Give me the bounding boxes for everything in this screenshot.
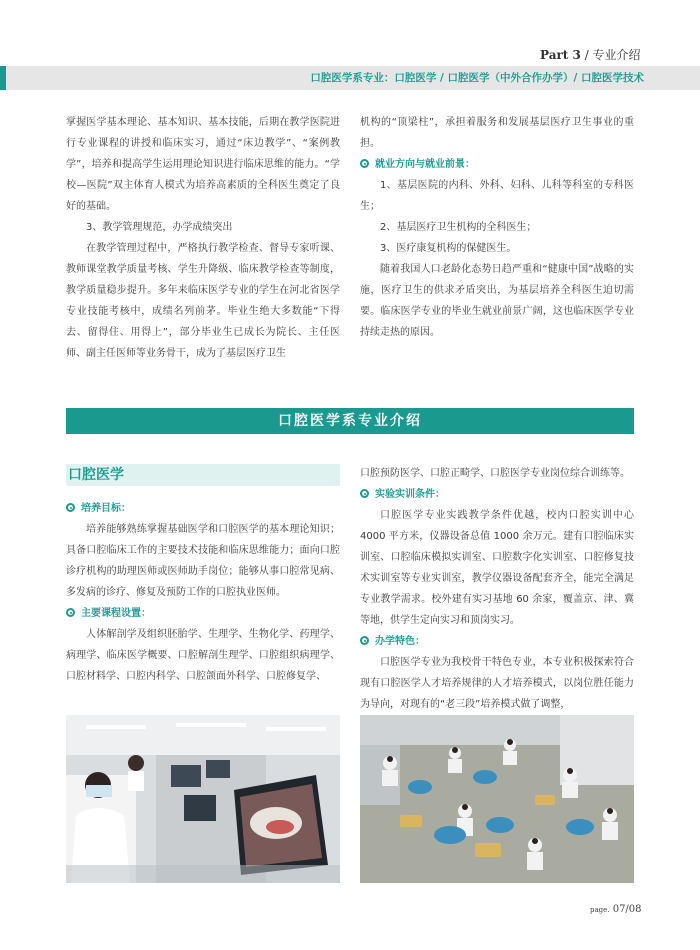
upper-left-column <box>66 112 340 364</box>
lab-heading: 实验实训条件： <box>360 484 634 505</box>
goal-heading: 培养目标： <box>66 498 340 519</box>
bullet-icon <box>360 636 369 645</box>
paragraph-heading: 3、教学管理规范，办学成绩突出 <box>86 222 233 233</box>
paragraph: 机构的“顶梁柱”，承担着服务和发展基层医疗卫生事业的重担。 <box>360 117 634 149</box>
dental-lab-photo-left <box>66 715 340 883</box>
dental-clinic-illustration <box>360 715 634 883</box>
list-item: 1、基层医院的内科、外科、妇科、儿科等科室的专科医生； <box>360 180 634 212</box>
employment-heading: 就业方向与就业前景： <box>360 154 634 175</box>
dental-clinic-photo-right <box>360 715 634 883</box>
paragraph: 培养能够熟练掌握基础医学和口腔医学的基本理论知识；具备口腔临床工作的主要技术技能和临床思维能力；面向口腔诊疗机构的助理医师或医师助手岗位；能够从事口腔常见病、多发病的诊疗、修复及预防工作的口腔执业医师。 <box>66 524 340 598</box>
list-item: 3、医疗康复机构的保健医生。 <box>380 243 517 254</box>
bullet-icon <box>66 608 75 617</box>
lower-left-column <box>66 498 340 687</box>
header-separator: / <box>580 48 593 62</box>
feature-heading: 办学特色： <box>360 631 634 652</box>
paragraph: 口腔预防医学、口腔正畸学、口腔医学专业岗位综合训练等。 <box>360 468 630 479</box>
page-number: page. 07/08 <box>590 904 642 915</box>
paragraph: 口腔医学专业实践教学条件优越，校内口腔实训中心4000 平方米，仪器设备总值 1000 余万元。建有口腔临床实训室、口腔临床模拟实训室、口腔数字化实训室、口腔修复技术实训室等专业实训室，教学仪器设备配套齐全，能完全满足专业教学需求。校外建有实习基地 60 余家，覆盖京、津、冀等地，供学生定向实习和顶岗实习。 <box>360 510 634 626</box>
section-banner: 口腔医学系专业介绍 <box>66 408 634 434</box>
subheading: 口腔医学 <box>66 464 340 486</box>
paragraph: 人体解剖学及组织胚胎学、生理学、生物化学、药理学、病理学、临床医学概要、口腔解剖生理学、口腔组织病理学、口腔材料学、口腔内科学、口腔颌面外科学、口腔修复学、 <box>66 629 340 682</box>
header-accent <box>0 66 6 90</box>
lower-right-column <box>360 463 634 715</box>
bullet-icon <box>360 489 369 498</box>
header-bar <box>0 66 700 90</box>
bullet-icon <box>360 159 369 168</box>
list-item: 2、基层医疗卫生机构的全科医生； <box>380 222 537 233</box>
course-heading: 主要课程设置： <box>66 603 340 624</box>
dental-lab-illustration <box>66 715 340 883</box>
bullet-icon <box>66 503 75 512</box>
header-part <box>540 46 641 63</box>
paragraph: 在教学管理过程中，严格执行教学检查、督导专家听课、教师课堂教学质量考核、学生升降级、临床教学检查等制度，教学质量稳步提升。多年来临床医学专业的学生在河北省医学专业技能考核中，成绩名列前茅。毕业生绝大多数能“下得去、留得住、用得上”，部分毕业生已成长为院长、主任医师、副主任医师等业务骨干，成为了基层医疗卫生 <box>66 243 340 359</box>
upper-right-column <box>360 112 634 343</box>
paragraph: 口腔医学专业为我校骨干特色专业，本专业积极探索符合现有口腔医学人才培养规律的人才培养模式，以岗位胜任能力为导向，对现有的“老三段”培养模式做了调整， <box>360 657 634 710</box>
part-label: Part 3 <box>540 48 581 62</box>
paragraph: 随着我国人口老龄化态势日趋严重和“健康中国”战略的实施，医疗卫生的供求矛盾突出，为基层培养全科医生迫切需要。临床医学专业的毕业生就业前景广阔，这也临床医学专业持续走热的原因。 <box>360 264 634 338</box>
majors-line: 口腔医学系专业：口腔医学 / 口腔医学（中外合作办学）/ 口腔医学技术 <box>310 72 644 84</box>
section-label: 专业介绍 <box>592 48 641 62</box>
paragraph: 掌握医学基本理论、基本知识、基本技能，后期在教学医院进行专业课程的讲授和临床实习，通过“床边教学”、“案例教学”，培养和提高学生运用理论知识进行临床思维的能力。“学校—医院”双主体育人模式为培养高素质的全科医生奠定了良好的基础。 <box>66 117 340 212</box>
